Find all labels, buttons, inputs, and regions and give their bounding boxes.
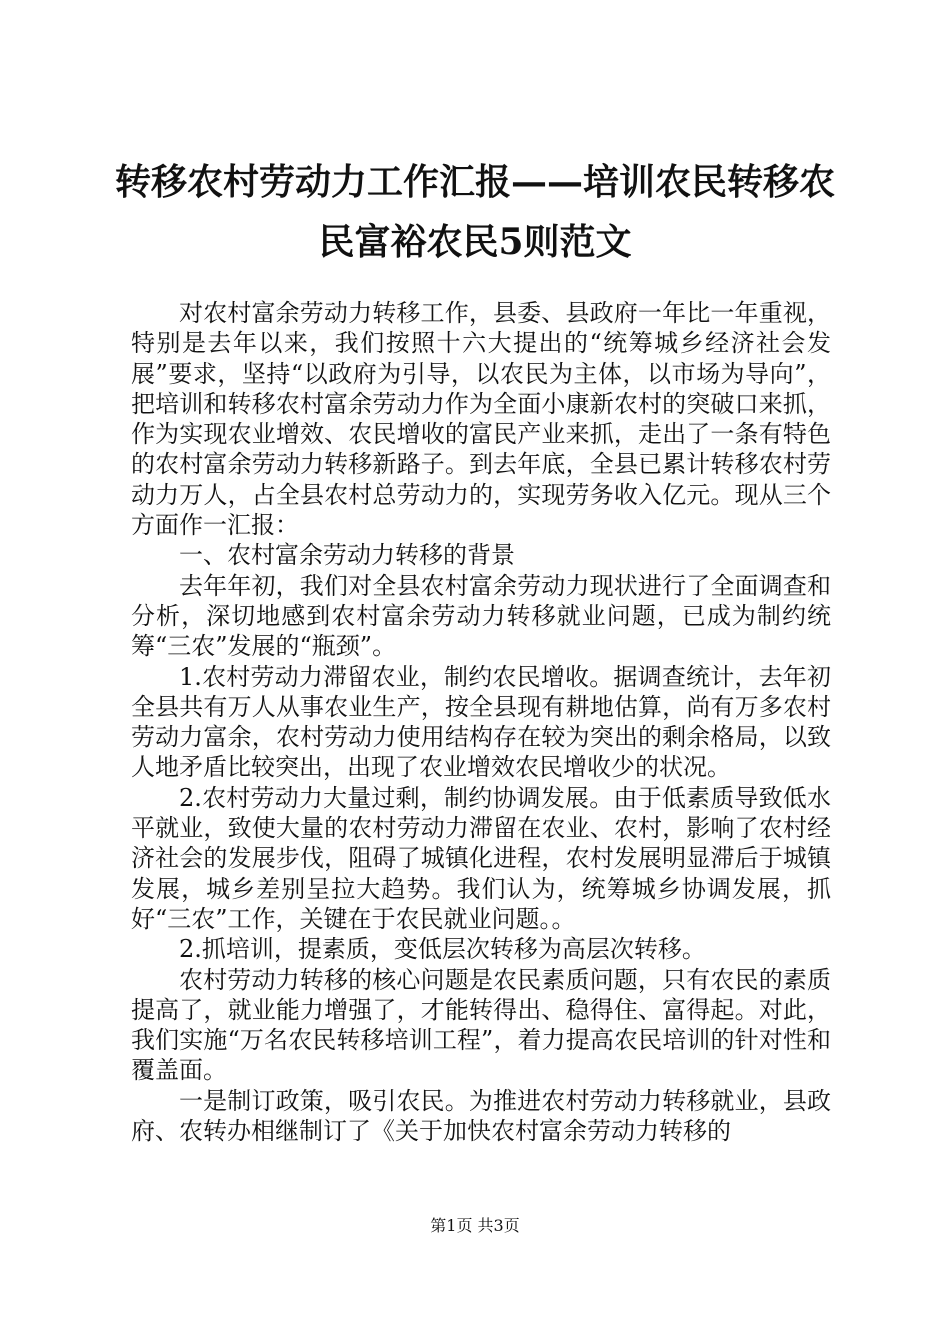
document-body	[131, 298, 831, 1146]
page-footer: 第1页 共3页	[430, 1216, 520, 1235]
paragraph-survey: 去年年初，我们对全县农村富余劳动力现状进行了全面调查和分析，深切地感到农村富余劳动力转移就业问题，已成为制约统筹“三农”发展的“瓶颈”。	[131, 571, 831, 661]
paragraph-point-2: 2.农村劳动力大量过剩，制约协调发展。由于低素质导致低水平就业，致使大量的农村劳动力滞留在农业、农村，影响了农村经济社会的发展步伐，阻碍了城镇化进程，农村发展明显滞后于城镇发展，城乡差别呈拉大趋势。我们认为，统筹城乡协调发展，抓好“三农”工作，关键在于农民就业问题。。	[131, 783, 831, 933]
paragraph-policy: 一是制订政策，吸引农民。为推进农村劳动力转移就业，县政府、农转办相继制订了《关于加快农村富余劳动力转移的	[131, 1086, 831, 1146]
document-title-line-2: 民富裕农民5则范文	[318, 221, 632, 263]
section-heading-background: 一、农村富余劳动力转移的背景	[179, 541, 515, 570]
paragraph-training-heading: 2.抓培训，提素质，变低层次转移为高层次转移。	[179, 935, 706, 964]
paragraph-intro: 对农村富余劳动力转移工作，县委、县政府一年比一年重视，特别是去年以来，我们按照十六大提出的“统筹城乡经济社会发展”要求，坚持“以政府为引导，以农民为主体，以市场为导向”，把培训和转移农村富余劳动力作为全面小康新农村的突破口来抓，作为实现农业增效、农民增收的富民产业来抓，走出了一条有特色的农村富余劳动力转移新路子。到去年底，全县已累计转移农村劳动力万人，占全县农村总劳动力的，实现劳务收入亿元。现从三个方面作一汇报：	[131, 299, 831, 540]
document-title-line-1: 转移农村劳动力工作汇报——培训农民转移农	[114, 161, 835, 203]
paragraph-training: 农村劳动力转移的核心问题是农民素质问题，只有农民的素质提高了，就业能力增强了，才能转得出、稳得住、富得起。对此，我们实施“万名农民转移培训工程”，着力提高农民培训的针对性和覆盖面。	[131, 965, 831, 1085]
paragraph-point-1: 1.农村劳动力滞留农业，制约农民增收。据调查统计，去年初全县共有万人从事农业生产，按全县现有耕地估算，尚有万多农村劳动力富余，农村劳动力使用结构存在较为突出的剩余格局，以致人地矛盾比较突出，出现了农业增效农民增收少的状况。	[131, 662, 831, 782]
